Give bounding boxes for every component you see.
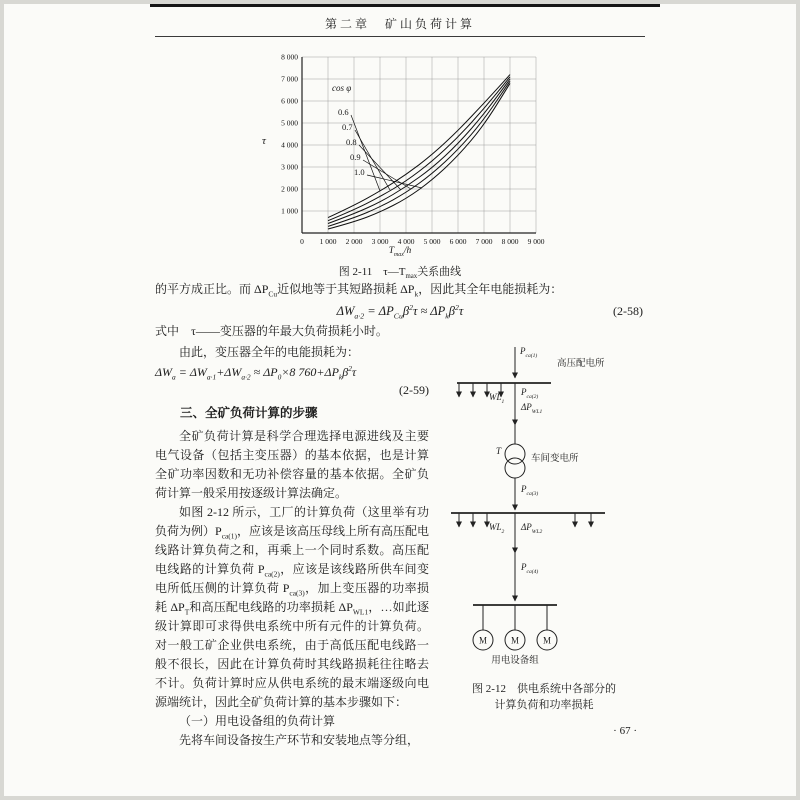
curve-label-0.6: 0.6 <box>338 107 349 117</box>
page-number: · 67 · <box>613 725 637 737</box>
curve-label-0.8: 0.8 <box>346 137 357 147</box>
paragraph-youci: 由此，变压器全年的电能损耗为： <box>179 345 360 359</box>
y-tick-label: 8 000 <box>281 52 298 62</box>
two-column-section <box>155 343 645 750</box>
label-pca2: $P_{ca(2)}$ <box>521 387 539 400</box>
paragraph-grouping: 先将车间设备按生产环节和安装地点等分组， <box>179 733 420 747</box>
curve-label-0.9: 0.9 <box>350 152 361 162</box>
section-heading-3: 三、全矿负荷计算的步骤 <box>180 406 318 420</box>
motor-label: M <box>478 635 488 646</box>
x-tick-label: 6 000 <box>449 237 467 246</box>
motor-label: M <box>542 635 552 646</box>
curve-leader-lines <box>351 115 422 191</box>
figure-2-12-canvas <box>443 343 643 679</box>
x-axis-label: $T_{max}/h$ <box>388 246 412 258</box>
book-page <box>4 4 796 796</box>
equation-2-58-number: (2-58) <box>613 304 643 318</box>
curve-label-0.7: 0.7 <box>342 122 353 132</box>
header-rule <box>155 36 645 37</box>
page-content <box>155 16 645 750</box>
paragraph-continued: 的平方成正比。而 $\Delta P_{Cu}$近似地等于其短路损耗 $\Delta P_k$，因此其全年电能损耗为： <box>155 282 563 299</box>
x-tick-label: 0 <box>300 237 304 246</box>
figure-2-12-caption-line1: 图 2-12 供电系统中各部分的 <box>472 683 616 695</box>
x-tick-label: 2 000 <box>345 237 363 246</box>
y-tick-label: 5 000 <box>281 118 298 128</box>
label-equipment-group: 用电设备组 <box>491 656 539 666</box>
equation-2-59-number: (2-59) <box>399 383 429 397</box>
equation-2-58-row <box>155 300 645 322</box>
x-tick-label: 7 000 <box>475 237 493 246</box>
y-tick-label: 2 000 <box>281 184 298 194</box>
label-transformer: T <box>496 446 502 456</box>
x-tick-label: 1 000 <box>319 237 337 246</box>
y-tick-label: 6 000 <box>281 96 298 106</box>
x-tick-label: 9 000 <box>527 237 545 246</box>
figure-2-12-caption-line2: 计算负荷和功率损耗 <box>494 699 594 711</box>
x-tick-label: 3 000 <box>371 237 389 246</box>
tau-curve-1 <box>328 77 510 221</box>
label-pca1: $P_{ca(1)}$ <box>520 346 538 359</box>
transformer-winding-secondary <box>505 458 525 478</box>
motor-label: M <box>510 635 520 646</box>
x-tick-label: 8 000 <box>501 237 519 246</box>
power-system-diagram <box>443 343 643 679</box>
chapter-title: 第二章 矿山负荷计算 <box>324 17 475 31</box>
label-dpwl1: $\Delta P_{WL1}$ <box>521 402 543 415</box>
scan-binding-edge <box>150 4 660 7</box>
y-axis-label: τ <box>262 135 266 147</box>
left-text-column <box>155 343 429 750</box>
paragraph-overview: 全矿负荷计算是科学合理选择电源进线及主要电气设备（包括主变压器）的基本依据，也是计算全矿功率因数和无功补偿容量的基本依据。全矿负荷计算一般采用按逐级计算法确定。 <box>155 429 429 500</box>
figure-2-12-caption <box>443 681 645 713</box>
label-wl2: $WL_2$ <box>489 522 505 535</box>
y-tick-label: 4 000 <box>281 140 298 150</box>
figure-2-11-caption: 图 2-11 $\tau—T_{max}$关系曲线 <box>338 266 462 281</box>
chart-ticks <box>281 53 545 247</box>
curve-label-1.0: 1.0 <box>354 167 365 177</box>
label-hv-station: 高压配电所 <box>557 359 605 369</box>
tau-tmax-chart <box>250 47 550 263</box>
x-tick-label: 5 000 <box>423 237 441 246</box>
where-clause: 式中 τ——变压器的年最大负荷损耗小时。 <box>155 324 388 338</box>
right-figure-column <box>429 343 645 750</box>
paragraph-figure-explain: 如图 2-12 所示，工厂的计算负荷（这里举有功负荷为例）$P_{ca(1)}$，应该是该高压母线上所有高压配电线路计算负荷之和，再乘上一个同时系数。高压配电线路的计算负荷 $P_{ca(2)}$，应该是该线路所供车间变电所低压侧的计算负荷 $P_{ca(3)}$，加上变压器的功率损耗 $\Delta P_T$和高压配电线路的功率损耗 $\Delta P_{WL1}$，…如此逐级计算即可求得供电系统中所有元件的计算负荷。对一般工矿企业供电系统，由于高低压配电线路一般不很长，因此在计算负荷时其线路损耗往往略去不计。负荷计算时应从供电系统的最末端逐级向电源端统计，因此全矿负荷计算的基本步骤如下： <box>155 505 429 709</box>
y-tick-label: 3 000 <box>281 162 298 172</box>
running-head <box>155 16 645 32</box>
equation-2-59: $\Delta W_a = \Delta W_{a\cdot 1}+\Delta W_{a\cdot 2} \approx \Delta P_0\times 8$ $760+\Delta P_k\beta^2\tau$ <box>155 364 357 382</box>
y-tick-label: 7 000 <box>281 74 298 84</box>
subsection-heading-1: （一）用电设备组的负荷计算 <box>179 714 336 728</box>
x-tick-label: 4 000 <box>397 237 415 246</box>
equation-2-58: $\Delta W_{a\cdot 2} = \Delta P_{Cu}\beta^2\tau \approx \Delta P_k\beta^2\tau$ <box>336 302 464 321</box>
figure-2-11 <box>155 47 645 280</box>
y-tick-label: 1 000 <box>281 206 298 216</box>
label-workshop-substation: 车间变电所 <box>531 454 579 464</box>
label-pca3: $P_{ca(3)}$ <box>521 484 539 497</box>
label-pca4: $P_{ca(4)}$ <box>521 562 539 575</box>
chart-canvas <box>250 47 550 247</box>
cos-phi-label: cos φ <box>332 83 352 93</box>
label-wl1: $WL_1$ <box>489 392 505 405</box>
label-dpwl2: $\Delta P_{WL2}$ <box>521 522 543 535</box>
